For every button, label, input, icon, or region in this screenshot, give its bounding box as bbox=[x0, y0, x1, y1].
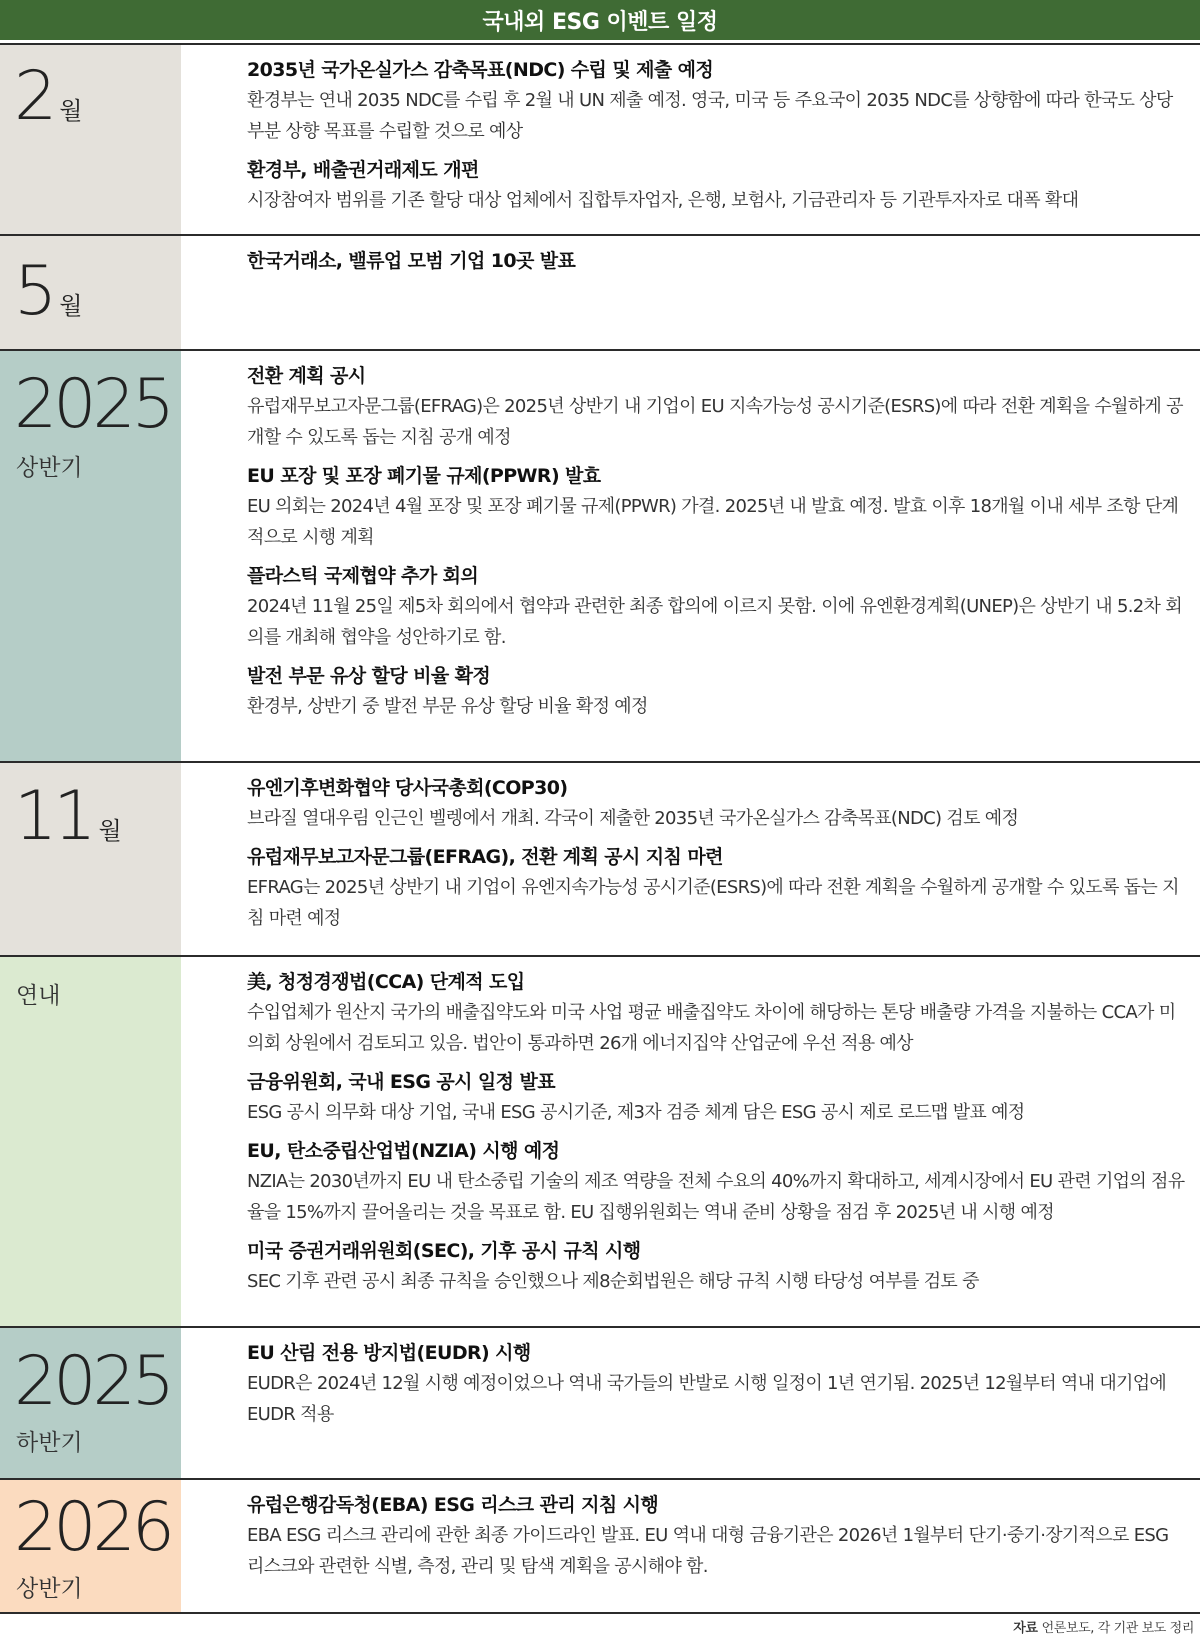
event-item bbox=[247, 55, 1200, 147]
period-number: 2 bbox=[14, 57, 54, 136]
event-title: 환경부, 배출권거래제도 개편 bbox=[247, 159, 479, 181]
event-item bbox=[247, 1067, 1200, 1128]
event-description: 브라질 열대우림 인근인 벨렝에서 개최. 각국이 제출한 2035년 국가온실가스 감축목표(NDC) 검토 예정 bbox=[247, 808, 1019, 829]
event-title: 2035년 국가온실가스 감축목표(NDC) 수립 및 제출 예정 bbox=[247, 59, 714, 81]
events-cell bbox=[181, 1480, 1200, 1612]
event-item bbox=[247, 361, 1200, 453]
period-label bbox=[14, 252, 83, 340]
schedule-row-2025-h2 bbox=[0, 1326, 1200, 1478]
event-description: ESG 공시 의무화 대상 기업, 국내 ESG 공시기준, 제3자 검증 체계 담은 ESG 공시 제로 로드맵 발표 예정 bbox=[247, 1102, 1025, 1123]
event-title: 플라스틱 국제협약 추가 회의 bbox=[247, 565, 479, 587]
event-description: EUDR은 2024년 12월 시행 예정이었으나 역내 국가들의 반발로 시행 일정이 1년 연기됨. 2025년 12월부터 역내 대기업에 EUDR 적용 bbox=[247, 1373, 1167, 1425]
period-cell bbox=[0, 351, 181, 761]
event-description: SEC 기후 관련 공시 최종 규칙을 승인했으나 제8순회법원은 해당 규칙 시행 타당성 여부를 검토 중 bbox=[247, 1271, 979, 1292]
period-label bbox=[14, 57, 83, 145]
event-title: 美, 청정경쟁법(CCA) 단계적 도입 bbox=[247, 971, 525, 993]
schedule-row-nov bbox=[0, 761, 1200, 955]
event-title: EU 포장 및 포장 폐기물 규제(PPWR) 발효 bbox=[247, 465, 601, 487]
period-unit: 월 bbox=[59, 292, 83, 320]
event-title: EU, 탄소중립산업법(NZIA) 시행 예정 bbox=[247, 1140, 560, 1162]
event-item bbox=[247, 561, 1200, 653]
event-description: EBA ESG 리스크 관리에 관한 최종 가이드라인 발표. EU 역내 대형 금융기관은 2026년 1월부터 단기·중기·장기적으로 ESG 리스크와 관련한 식별, 측정, 관리 및 탐색 계획을 공시해야 함. bbox=[247, 1525, 1169, 1577]
period-sublabel: 하반기 bbox=[16, 1430, 83, 1456]
period-number: 5 bbox=[14, 252, 54, 331]
event-item bbox=[247, 1136, 1200, 1228]
event-title: 발전 부문 유상 할당 비율 확정 bbox=[247, 665, 491, 687]
events-cell bbox=[181, 236, 1200, 349]
event-item bbox=[247, 1338, 1200, 1430]
period-cell bbox=[0, 1480, 181, 1612]
event-description: EU 의회는 2024년 4월 포장 및 포장 폐기물 규제(PPWR) 가결. 2025년 내 발효 예정. 발효 이후 18개월 이내 세부 조항 단계적으로 시행 계획 bbox=[247, 496, 1179, 548]
event-title: EU 산림 전용 방지법(EUDR) 시행 bbox=[247, 1342, 531, 1364]
source-text: 언론보도, 각 기관 보도 정리 bbox=[1041, 1621, 1194, 1636]
period-label bbox=[14, 777, 122, 865]
period-cell bbox=[0, 45, 181, 234]
events-cell bbox=[181, 763, 1200, 955]
event-item bbox=[247, 773, 1200, 834]
period-sublabel: 연내 bbox=[16, 983, 61, 1009]
period-number: 2025 bbox=[14, 365, 172, 444]
event-item bbox=[247, 246, 1200, 276]
period-cell bbox=[0, 1328, 181, 1478]
period-cell bbox=[0, 957, 181, 1326]
period-cell bbox=[0, 236, 181, 349]
period-sublabel: 상반기 bbox=[16, 1576, 83, 1602]
period-number: 2025 bbox=[14, 1342, 172, 1421]
period-unit: 월 bbox=[98, 817, 122, 845]
event-item bbox=[247, 1236, 1200, 1297]
event-title: 미국 증권거래위원회(SEC), 기후 공시 규칙 시행 bbox=[247, 1240, 641, 1262]
event-item bbox=[247, 155, 1200, 216]
schedule-row-may bbox=[0, 234, 1200, 349]
event-description: EFRAG는 2025년 상반기 내 기업이 유엔지속가능성 공시기준(ESRS)에 따라 전환 계획을 수월하게 공개할 수 있도록 돕는 지침 마련 예정 bbox=[247, 877, 1179, 929]
event-item bbox=[247, 1490, 1200, 1582]
period-cell bbox=[0, 763, 181, 955]
table-bottom-border bbox=[0, 1612, 1200, 1614]
event-description: NZIA는 2030년까지 EU 내 탄소중립 기술의 제조 역량을 전체 수요의 40%까지 확대하고, 세계시장에서 EU 관련 기업의 점유율을 15%까지 끌어올리는 것을 목표로 함. EU 집행위원회는 역내 준비 상황을 점검 후 2025년 내 시행 예정 bbox=[247, 1171, 1185, 1223]
period-number: 11 bbox=[14, 777, 93, 856]
table-title bbox=[0, 0, 1200, 40]
period-unit: 월 bbox=[59, 97, 83, 125]
events-cell bbox=[181, 351, 1200, 761]
event-item bbox=[247, 661, 1200, 722]
schedule-row-2026-h1 bbox=[0, 1478, 1200, 1612]
period-number: 2026 bbox=[14, 1488, 172, 1567]
event-description: 유럽재무보고자문그룹(EFRAG)은 2025년 상반기 내 기업이 EU 지속가능성 공시기준(ESRS)에 따라 전환 계획을 수월하게 공개할 수 있도록 돕는 지침 공개 예정 bbox=[247, 396, 1183, 448]
schedule-row-feb bbox=[0, 43, 1200, 234]
source-note bbox=[1013, 1617, 1194, 1636]
event-item bbox=[247, 967, 1200, 1059]
event-title: 한국거래소, 밸류업 모범 기업 10곳 발표 bbox=[247, 250, 576, 272]
event-title: 전환 계획 공시 bbox=[247, 365, 366, 387]
event-title: 유럽은행감독청(EBA) ESG 리스크 관리 지침 시행 bbox=[247, 1494, 659, 1516]
table-title-text: 국내외 ESG 이벤트 일정 bbox=[482, 9, 718, 35]
events-cell bbox=[181, 1328, 1200, 1478]
event-description: 환경부는 연내 2035 NDC를 수립 후 2월 내 UN 제출 예정. 영국, 미국 등 주요국이 2035 NDC를 상향함에 따라 한국도 상당 부분 상향 목표를 수립할 것으로 예상 bbox=[247, 90, 1173, 142]
schedule-row-2025-h1 bbox=[0, 349, 1200, 761]
event-description: 환경부, 상반기 중 발전 부문 유상 할당 비율 확정 예정 bbox=[247, 696, 648, 717]
events-cell bbox=[181, 45, 1200, 234]
event-title: 유럽재무보고자문그룹(EFRAG), 전환 계획 공시 지침 마련 bbox=[247, 846, 723, 868]
event-title: 유엔기후변화협약 당사국총회(COP30) bbox=[247, 777, 568, 799]
event-title: 금융위원회, 국내 ESG 공시 일정 발표 bbox=[247, 1071, 555, 1093]
source-label: 자료 bbox=[1013, 1621, 1038, 1636]
event-description: 수입업체가 원산지 국가의 배출집약도와 미국 사업 평균 배출집약도 차이에 해당하는 톤당 배출량 가격을 지불하는 CCA가 미 의회 상원에서 검토되고 있음. 법안이 통과하면 26개 에너지집약 산업군에 우선 적용 예상 bbox=[247, 1002, 1176, 1054]
period-sublabel: 상반기 bbox=[16, 455, 83, 481]
event-description: 시장참여자 범위를 기존 할당 대상 업체에서 집합투자업자, 은행, 보험사, 기금관리자 등 기관투자자로 대폭 확대 bbox=[247, 190, 1079, 211]
event-description: 2024년 11월 25일 제5차 회의에서 협약과 관련한 최종 합의에 이르지 못함. 이에 유엔환경계획(UNEP)은 상반기 내 5.2차 회의를 개최해 협약을 성안하기로 함. bbox=[247, 596, 1182, 648]
event-item bbox=[247, 461, 1200, 553]
events-cell bbox=[181, 957, 1200, 1326]
event-item bbox=[247, 842, 1200, 934]
schedule-row-within-year bbox=[0, 955, 1200, 1326]
